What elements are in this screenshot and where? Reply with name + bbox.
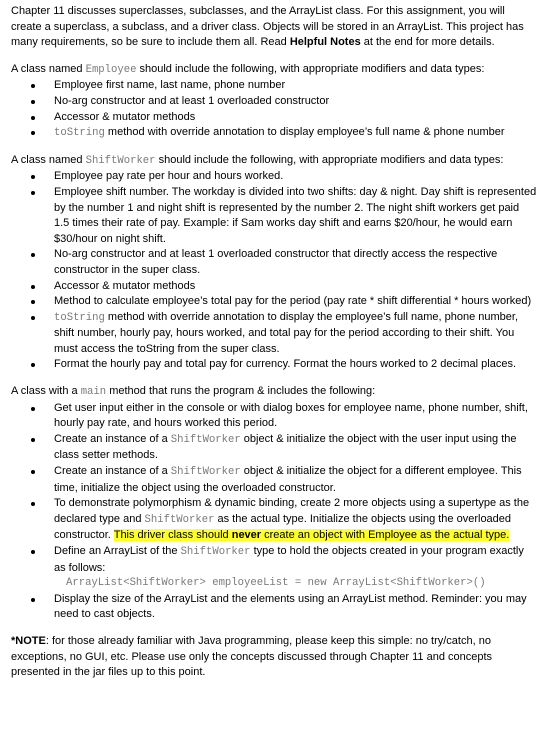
list-item: Employee first name, last name, phone number [54, 78, 537, 94]
driver-lead-post: method that runs the program & includes the following: [106, 385, 376, 398]
list-item [54, 310, 537, 358]
arraylist-code-line: ArrayList<ShiftWorker> employeeList = new ArrayList<ShiftWorker>() [66, 577, 486, 590]
list-item: Display the size of the ArrayList and the elements using an ArrayList method. Reminder: you may need to cast objects. [54, 592, 537, 623]
shiftworker-list [11, 169, 537, 373]
driver-heading [11, 384, 537, 401]
list-item: Method to calculate employee’s total pay for the period (pay rate * shift differential * hours worked) [54, 294, 537, 310]
shiftworker-heading [11, 153, 537, 170]
list-item [54, 432, 537, 464]
list-item: Accessor & mutator methods [54, 279, 537, 295]
driver-list [11, 401, 537, 623]
never-bold: never [231, 529, 262, 542]
note-paragraph [11, 634, 537, 681]
shiftworker-lead-pre: A class named [11, 153, 86, 166]
employee-class-name: Employee [85, 63, 137, 76]
item5-pre: Define an ArrayList of the [54, 545, 181, 557]
intro-tail: at the end for more details. [360, 36, 495, 49]
employee-heading [11, 62, 537, 79]
note-text: : for those already familiar with Java programming, please keep this simple: no try/catch, no exceptions, no GUI, etc. Please use only the concepts discussed through Chapter 11 and concepts presented in the jar files up to this point. [11, 634, 493, 679]
warning-pre: This driver class should [113, 529, 232, 542]
item3-pre: Create an instance of a [54, 465, 171, 478]
main-code: main [80, 386, 107, 399]
item5-post: type to hold the objects created in your program exactly as follows: [54, 545, 524, 574]
item2-pre: Create an instance of a [54, 432, 171, 445]
intro-paragraph [11, 4, 537, 51]
list-item: Accessor & mutator methods [54, 110, 537, 126]
tostring-code: toString [54, 311, 105, 324]
list-item: No-arg constructor and at least 1 overloaded constructor [54, 94, 537, 110]
highlighted-warning [114, 529, 510, 541]
shiftworker-code: ShiftWorker [144, 513, 215, 526]
employee-list [11, 78, 537, 141]
list-item: Employee shift number. The workday is divided into two shifts: day & night. Day shift is represented by the number 1 and night shift is represented by the number 2. The night shift workers get paid 1.5 times their rate of pay. Example: if Sam works day shift and earns $20/hour, he would earn $30/hour on night shift. [54, 185, 537, 247]
list-item [54, 544, 537, 592]
list-item: No-arg constructor and at least 1 overloaded constructor that directly access the respective constructor in the super class. [54, 247, 537, 278]
employee-lead-pre: A class named [11, 62, 86, 75]
list-item [54, 125, 537, 142]
shiftworker-class-name: ShiftWorker [85, 154, 156, 167]
tostring-code: toString [54, 127, 105, 140]
shiftworker-code: ShiftWorker [170, 433, 241, 446]
item4-mid: as the actual type. Initialize the objects using the overloaded constructor. [54, 512, 512, 542]
list-item: Get user input either in the console or with dialog boxes for employee name, phone number, shift, hourly pay rate, and hours worked this period. [54, 401, 537, 432]
helpful-notes-bold: Helpful Notes [289, 36, 361, 49]
intro-text: Chapter 11 discusses superclasses, subclasses, and the ArrayList class. For this assignment, you will create a superclass, a subclass, and a driver class. Objects will be stored in an ArrayList. This project has many requirements, so be sure to include them all. Read [11, 5, 524, 49]
employee-lead-post: should include the following, with appropriate modifiers and data types: [136, 62, 485, 75]
list-item [54, 464, 537, 496]
item4-pre: To demonstrate polymorphism & dynamic binding, create 2 more objects using a supertype as the declared type and [54, 497, 530, 525]
note-bold: *NOTE [11, 634, 46, 647]
shiftworker-code: ShiftWorker [170, 466, 241, 479]
tostring-text: method with override annotation to display the employee’s full name, phone number, shift number, hourly pay, hours worked, and total pay for the period according to their shift. You must access the toString from the super class. [54, 310, 519, 355]
warning-post: create an object with Employee as the actual type. [261, 529, 510, 542]
tostring-text: method with override annotation to display employee’s full name & phone number [104, 126, 505, 139]
item2-post: object & initialize the object with the user input using the class setter methods. [54, 432, 517, 462]
driver-lead-pre: A class with a [11, 385, 81, 398]
list-item: Employee pay rate per hour and hours worked. [54, 169, 537, 185]
list-item [54, 496, 537, 544]
list-item: Format the hourly pay and total pay for currency. Format the hours worked to 2 decimal places. [54, 357, 537, 373]
shiftworker-code: ShiftWorker [180, 546, 251, 558]
shiftworker-lead-post: should include the following, with appropriate modifiers and data types: [155, 153, 504, 166]
item3-post: object & initialize the object for a different employee. This time, initialize the object using the overloaded constructor. [54, 465, 522, 494]
